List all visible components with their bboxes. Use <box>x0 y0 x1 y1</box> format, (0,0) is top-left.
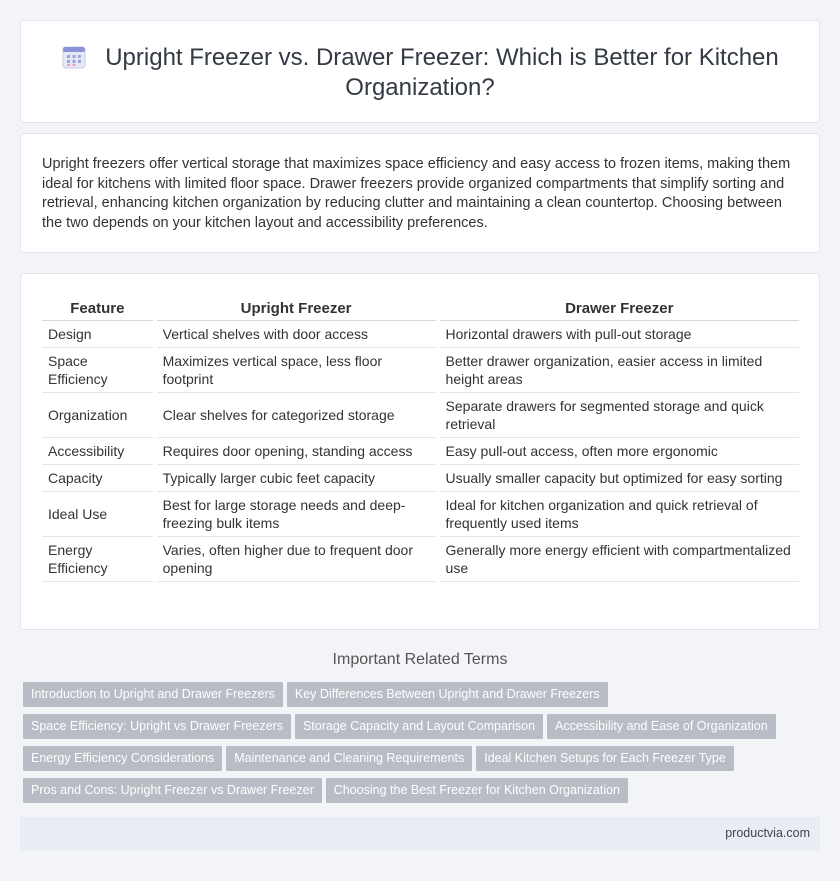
footer <box>20 817 820 850</box>
cell-drawer: Easy pull-out access, often more ergonomic <box>440 438 799 465</box>
cell-upright: Best for large storage needs and deep-freezing bulk items <box>157 492 436 537</box>
cell-drawer: Ideal for kitchen organization and quick retrieval of frequently used items <box>440 492 799 537</box>
cell-upright: Requires door opening, standing access <box>157 438 436 465</box>
comparison-table-card <box>20 273 820 630</box>
related-tag[interactable]: Accessibility and Ease of Organization <box>547 714 776 739</box>
cell-feature: Design <box>42 321 153 348</box>
table-header-row <box>42 296 799 321</box>
cell-drawer: Generally more energy efficient with compartmentalized use <box>440 537 799 582</box>
cell-drawer: Usually smaller capacity but optimized for easy sorting <box>440 465 799 492</box>
cell-drawer: Horizontal drawers with pull-out storage <box>440 321 799 348</box>
footer-site-link[interactable]: productvia.com <box>725 826 810 840</box>
cell-upright: Varies, often higher due to frequent door opening <box>157 537 436 582</box>
summary-card <box>20 133 820 253</box>
cell-feature: Organization <box>42 393 153 438</box>
cell-upright: Clear shelves for categorized storage <box>157 393 436 438</box>
cell-drawer: Separate drawers for segmented storage and quick retrieval <box>440 393 799 438</box>
table-row <box>42 393 799 438</box>
table-row <box>42 438 799 465</box>
table-row <box>42 321 799 348</box>
header-upright: Upright Freezer <box>157 296 436 321</box>
header-feature: Feature <box>42 296 153 321</box>
related-tag[interactable]: Energy Efficiency Considerations <box>23 746 222 771</box>
table-row <box>42 537 799 582</box>
related-tag[interactable]: Storage Capacity and Layout Comparison <box>295 714 543 739</box>
table-row <box>42 465 799 492</box>
cell-feature: Accessibility <box>42 438 153 465</box>
comparison-table <box>42 296 799 582</box>
related-tag[interactable]: Maintenance and Cleaning Requirements <box>226 746 472 771</box>
header-drawer: Drawer Freezer <box>440 296 799 321</box>
related-tag[interactable]: Pros and Cons: Upright Freezer vs Drawer Freezer <box>23 778 322 803</box>
cell-drawer: Better drawer organization, easier access in limited height areas <box>440 348 799 393</box>
calendar-grid-icon <box>61 44 87 70</box>
page-title-row <box>61 43 779 103</box>
cell-feature: Space Efficiency <box>42 348 153 393</box>
tag-row-1 <box>23 682 803 707</box>
table-row <box>42 348 799 393</box>
header-card <box>20 20 820 123</box>
related-tag[interactable]: Ideal Kitchen Setups for Each Freezer Type <box>476 746 734 771</box>
tag-row-2 <box>23 714 803 739</box>
related-tag[interactable]: Choosing the Best Freezer for Kitchen Organization <box>326 778 628 803</box>
page-title: Upright Freezer vs. Drawer Freezer: Which is Better for Kitchen Organization? <box>105 44 779 101</box>
tag-row-4 <box>23 778 803 803</box>
summary-text: Upright freezers offer vertical storage that maximizes space efficiency and easy access to frozen items, making them ideal for kitchens with limited floor space. Drawer freezers provide organized compartments that simplify sorting and retrieval, enhancing kitchen organization by reducing clutter and maintaining a clean countertop. Choosing between the two depends on your kitchen layout and accessibility preferences. <box>42 156 791 231</box>
table-row <box>42 492 799 537</box>
tag-row-3 <box>23 746 803 771</box>
cell-upright: Vertical shelves with door access <box>157 321 436 348</box>
cell-feature: Ideal Use <box>42 492 153 537</box>
cell-feature: Energy Efficiency <box>42 537 153 582</box>
cell-feature: Capacity <box>42 465 153 492</box>
related-terms-title: Important Related Terms <box>332 651 508 668</box>
related-tag[interactable]: Key Differences Between Upright and Drawer Freezers <box>287 682 608 707</box>
cell-upright: Maximizes vertical space, less floor footprint <box>157 348 436 393</box>
cell-upright: Typically larger cubic feet capacity <box>157 465 436 492</box>
related-tag[interactable]: Space Efficiency: Upright vs Drawer Freezers <box>23 714 291 739</box>
related-tag[interactable]: Introduction to Upright and Drawer Freezers <box>23 682 283 707</box>
